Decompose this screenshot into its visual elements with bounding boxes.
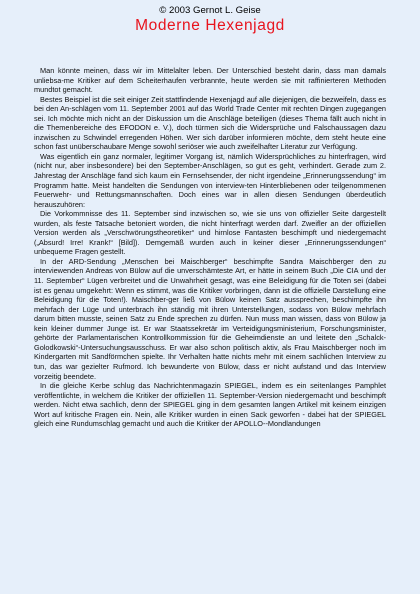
article-paragraph: Man könnte meinen, dass wir im Mittelalter leben. Der Unterschied besteht darin, dass man damals unliebsa-me Kritiker auf dem Scheiterhaufen verbrannte, heute werden sie mit raffinierteren Methoden mundtot gemacht.: [34, 66, 386, 95]
article-paragraph: Was eigentlich ein ganz normaler, legitimer Vorgang ist, nämlich Widersprüchliches zu hinterfragen, wird (nicht nur, aber insbesondere) bei den September-Anschlägen, so gut es geht, verhindert. Gerade zum 2. Jahrestag der Anschläge fand sich kaum ein Fernsehsender, der nicht irgendeine „Erinnerungssendung“ im Programm hatte. Meist handelten die Sendungen von interview-ten Hinterbliebenen oder teilgenommenen Feuerwehr- und Rettungsmannschaften. Doch eines war in allen diesen Sendungen überdeutlich herauszuhören:: [34, 151, 386, 209]
article-paragraph: Bestes Beispiel ist die seit einiger Zeit stattfindende Hexenjagd auf alle diejenigen, die bezweifeln, dass es bei den An-schlägen vom 11. September 2001 auf das World Trade Center mit rechten Dingen zugegangen sei. Ich möchte mich nicht an der Diskussion um die Anschläge beteiligen (dieses Thema fällt auch nicht in die Themenbereiche des EFODON e. V.), doch türmen sich die Widersprüche und Falschaussagen dazu inzwischen zu Schwindel erregenden Höhen. Wer sich darüber informieren möchte, dem steht heute eine schon fast unüberschaubare Menge sowohl seriöser wie auch zweifelhafter Literatur zur Verfügung.: [34, 94, 386, 152]
article-paragraph: In die gleiche Kerbe schlug das Nachrichtenmagazin SPIEGEL, indem es ein seitenlanges Pamphlet veröffentlichte, in welchem die Kritiker der offiziellen 11. September-Version niedergemacht und beschimpft werden. Nicht etwa sachlich, denn der SPIEGEL ging in dem gesamten langen Artikel mit keinem einzigen Wort auf kritische Fragen ein. Nein, alle Kritiker wurden in einen Sack geworfen - dabei hat der SPIEGEL gleich eine Rundumschlag gemacht und auch die Kritiker der APOLLO--Mondlandungen: [34, 381, 386, 429]
copyright-notice: © 2003 Gernot L. Geise: [159, 5, 261, 16]
page-title: Moderne Hexenjagd: [135, 17, 285, 34]
article-paragraph: Die Vorkommnisse des 11. September sind inzwischen so, wie sie uns von offizieller Seite dargestellt wurden, als feste Tatsache betoniert worden, die nicht hinterfragt werden darf. Zweifler an der offiziellen Version werden als „Verschwörungstheoretiker“ und hirnlose Fantasten beschimpft und niedergemacht („Absurd! Irre! Krank!“ [Bild]). Demgemäß wurden auch in keiner dieser „Erinnerungssendungen“ unbequeme Fragen gestellt.: [34, 209, 386, 257]
article-body: [34, 66, 386, 429]
article-paragraph: In der ARD-Sendung „Menschen bei Maischberger“ beschimpfte Sandra Maischberger den zu interviewenden Andreas von Bülow auf die unverschämteste Art, er hätte in seinem Buch „Die CIA und der 11. September“ Lügen verbreitet und die Unwahrheit gesagt, was eine Beleidigung für die Toten sei (dabei ist es genau umgekehrt: Wenn es stimmt, was die Kritiker vorbringen, dann ist die offizielle Darstellung eine Beleidigung für die Toten!). Maischber-ger ließ von Bülow keinen Satz aussprechen, beschimpfte ihn mehrfach der Lüge und unterbrach ihn ständig mit ihren Unterstellungen, sodass von Bülow mehrfach darum bitten musste, seinen Satz zu Ende sprechen zu dürfen. Nun muss man wissen, dass von Bülow ja kein kleiner dummer Junge ist. Er war Staatssekretär im Verteidigungsministerium, Forschungsminister, gehörte der Parlamentarischen Kontrollkommission für die Geheimdienste an und leitete den „Schalck-Golodkowski“-Untersuchungsausschuss. Er war also schon politisch aktiv, als Frau Maischberger noch im Kindergarten mit Sandförmchen spielte. Ihr Verhalten hatte nichts mehr mit einem sachlichen Interview zu tun, das war gezielter Rufmord. Ich bewunderte von Bülow, dass er nicht aufstand und das Interview vorzeitig beendete.: [34, 256, 386, 381]
